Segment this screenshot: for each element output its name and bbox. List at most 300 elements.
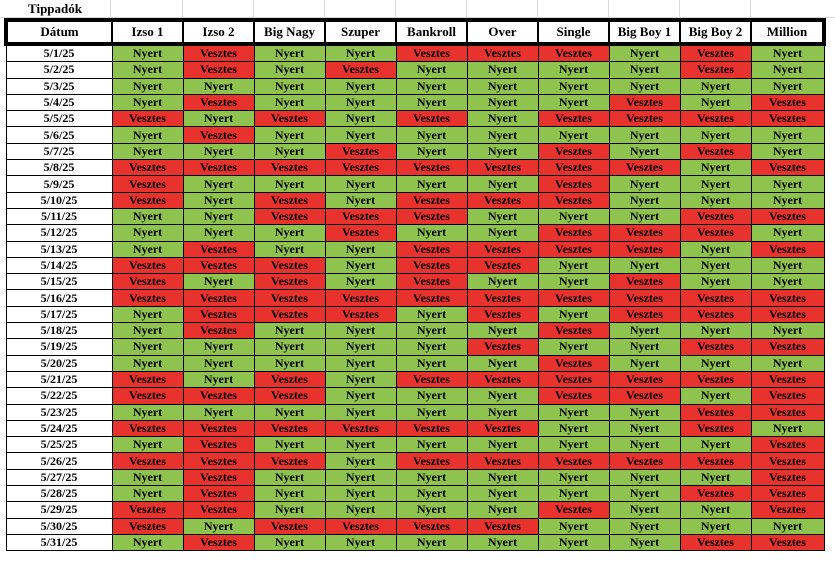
result-cell[interactable]: Nyert: [112, 94, 183, 110]
result-cell[interactable]: Vesztes: [467, 241, 538, 257]
result-cell[interactable]: Vesztes: [396, 111, 467, 127]
result-cell[interactable]: Nyert: [609, 127, 680, 143]
result-cell[interactable]: Nyert: [254, 225, 325, 241]
date-cell[interactable]: 5/13/25: [6, 241, 112, 257]
result-cell[interactable]: Vesztes: [538, 323, 609, 339]
result-cell[interactable]: Nyert: [254, 323, 325, 339]
date-cell[interactable]: 5/3/25: [6, 78, 112, 94]
result-cell[interactable]: Nyert: [467, 143, 538, 159]
result-cell[interactable]: Nyert: [396, 404, 467, 420]
result-cell[interactable]: Nyert: [538, 534, 609, 550]
result-cell[interactable]: Vesztes: [751, 371, 824, 387]
result-cell[interactable]: Vesztes: [254, 192, 325, 208]
result-cell[interactable]: Nyert: [680, 502, 751, 518]
result-cell[interactable]: Vesztes: [396, 44, 467, 62]
result-cell[interactable]: Vesztes: [609, 388, 680, 404]
result-cell[interactable]: Nyert: [680, 127, 751, 143]
result-cell[interactable]: Nyert: [467, 78, 538, 94]
result-cell[interactable]: Nyert: [325, 176, 396, 192]
result-cell[interactable]: Vesztes: [609, 225, 680, 241]
result-cell[interactable]: Vesztes: [751, 404, 824, 420]
result-cell[interactable]: Nyert: [254, 143, 325, 159]
result-cell[interactable]: Nyert: [254, 502, 325, 518]
result-cell[interactable]: Vesztes: [112, 453, 183, 469]
result-cell[interactable]: Nyert: [467, 274, 538, 290]
result-cell[interactable]: Vesztes: [467, 44, 538, 62]
result-cell[interactable]: Nyert: [183, 225, 254, 241]
result-cell[interactable]: Nyert: [396, 339, 467, 355]
result-cell[interactable]: Vesztes: [609, 160, 680, 176]
result-cell[interactable]: Nyert: [467, 208, 538, 224]
result-cell[interactable]: Nyert: [467, 225, 538, 241]
result-cell[interactable]: Vesztes: [396, 420, 467, 436]
result-cell[interactable]: Vesztes: [751, 241, 824, 257]
result-cell[interactable]: Vesztes: [112, 274, 183, 290]
date-cell[interactable]: 5/14/25: [6, 257, 112, 273]
result-cell[interactable]: Vesztes: [396, 160, 467, 176]
result-cell[interactable]: Nyert: [680, 176, 751, 192]
result-cell[interactable]: Vesztes: [254, 257, 325, 273]
result-cell[interactable]: Vesztes: [680, 143, 751, 159]
result-cell[interactable]: Vesztes: [183, 241, 254, 257]
result-cell[interactable]: Vesztes: [112, 388, 183, 404]
result-cell[interactable]: Nyert: [467, 534, 538, 550]
result-cell[interactable]: Vesztes: [112, 420, 183, 436]
result-cell[interactable]: Nyert: [254, 78, 325, 94]
result-cell[interactable]: Vesztes: [680, 404, 751, 420]
result-cell[interactable]: Vesztes: [467, 453, 538, 469]
result-cell[interactable]: Vesztes: [254, 290, 325, 306]
result-cell[interactable]: Nyert: [325, 339, 396, 355]
result-cell[interactable]: Nyert: [751, 257, 824, 273]
header-izso-2[interactable]: Izso 2: [183, 20, 254, 44]
result-cell[interactable]: Nyert: [751, 176, 824, 192]
result-cell[interactable]: Nyert: [254, 127, 325, 143]
result-cell[interactable]: Nyert: [467, 355, 538, 371]
result-cell[interactable]: Nyert: [325, 192, 396, 208]
result-cell[interactable]: Vesztes: [680, 111, 751, 127]
result-cell[interactable]: Nyert: [183, 355, 254, 371]
result-cell[interactable]: Nyert: [396, 388, 467, 404]
result-cell[interactable]: Vesztes: [254, 111, 325, 127]
result-cell[interactable]: Nyert: [680, 323, 751, 339]
header-szuper[interactable]: Szuper: [325, 20, 396, 44]
result-cell[interactable]: Vesztes: [112, 290, 183, 306]
result-cell[interactable]: Vesztes: [538, 111, 609, 127]
header-date[interactable]: Dátum: [6, 20, 112, 44]
result-cell[interactable]: Nyert: [609, 502, 680, 518]
result-cell[interactable]: Vesztes: [538, 160, 609, 176]
result-cell[interactable]: Vesztes: [396, 371, 467, 387]
result-cell[interactable]: Vesztes: [254, 388, 325, 404]
date-cell[interactable]: 5/19/25: [6, 339, 112, 355]
result-cell[interactable]: Vesztes: [751, 486, 824, 502]
result-cell[interactable]: Nyert: [609, 44, 680, 62]
result-cell[interactable]: Nyert: [751, 355, 824, 371]
result-cell[interactable]: Nyert: [325, 388, 396, 404]
result-cell[interactable]: Vesztes: [467, 518, 538, 534]
result-cell[interactable]: Nyert: [467, 111, 538, 127]
date-cell[interactable]: 5/1/25: [6, 44, 112, 62]
result-cell[interactable]: Nyert: [680, 355, 751, 371]
result-cell[interactable]: Nyert: [325, 355, 396, 371]
result-cell[interactable]: Vesztes: [112, 518, 183, 534]
result-cell[interactable]: Nyert: [112, 355, 183, 371]
result-cell[interactable]: Vesztes: [254, 453, 325, 469]
result-cell[interactable]: Vesztes: [751, 339, 824, 355]
result-cell[interactable]: Vesztes: [751, 160, 824, 176]
date-cell[interactable]: 5/5/25: [6, 111, 112, 127]
result-cell[interactable]: Vesztes: [183, 306, 254, 322]
date-cell[interactable]: 5/16/25: [6, 290, 112, 306]
result-cell[interactable]: Nyert: [467, 469, 538, 485]
result-cell[interactable]: Nyert: [183, 111, 254, 127]
result-cell[interactable]: Nyert: [396, 127, 467, 143]
result-cell[interactable]: Nyert: [609, 534, 680, 550]
result-cell[interactable]: Vesztes: [680, 453, 751, 469]
result-cell[interactable]: Vesztes: [609, 290, 680, 306]
header-big-boy-1[interactable]: Big Boy 1: [609, 20, 680, 44]
result-cell[interactable]: Nyert: [680, 241, 751, 257]
result-cell[interactable]: Vesztes: [680, 44, 751, 62]
result-cell[interactable]: Vesztes: [183, 388, 254, 404]
result-cell[interactable]: Nyert: [325, 453, 396, 469]
result-cell[interactable]: Vesztes: [751, 290, 824, 306]
result-cell[interactable]: Vesztes: [325, 62, 396, 78]
result-cell[interactable]: Nyert: [396, 306, 467, 322]
result-cell[interactable]: Nyert: [680, 94, 751, 110]
result-cell[interactable]: Nyert: [183, 274, 254, 290]
result-cell[interactable]: Nyert: [751, 274, 824, 290]
result-cell[interactable]: Nyert: [183, 208, 254, 224]
result-cell[interactable]: Vesztes: [396, 290, 467, 306]
result-cell[interactable]: Vesztes: [467, 339, 538, 355]
result-cell[interactable]: Nyert: [467, 502, 538, 518]
result-cell[interactable]: Nyert: [254, 404, 325, 420]
result-cell[interactable]: Nyert: [751, 323, 824, 339]
result-cell[interactable]: Nyert: [751, 420, 824, 436]
result-cell[interactable]: Vesztes: [680, 420, 751, 436]
result-cell[interactable]: Vesztes: [467, 420, 538, 436]
result-cell[interactable]: Vesztes: [183, 502, 254, 518]
result-cell[interactable]: Nyert: [751, 127, 824, 143]
result-cell[interactable]: Vesztes: [538, 44, 609, 62]
result-cell[interactable]: Nyert: [609, 208, 680, 224]
result-cell[interactable]: Nyert: [325, 44, 396, 62]
result-cell[interactable]: Nyert: [538, 469, 609, 485]
date-cell[interactable]: 5/28/25: [6, 486, 112, 502]
result-cell[interactable]: Vesztes: [680, 534, 751, 550]
result-cell[interactable]: Nyert: [396, 94, 467, 110]
result-cell[interactable]: Vesztes: [254, 420, 325, 436]
result-cell[interactable]: Vesztes: [183, 469, 254, 485]
date-cell[interactable]: 5/24/25: [6, 420, 112, 436]
result-cell[interactable]: Nyert: [325, 111, 396, 127]
date-cell[interactable]: 5/26/25: [6, 453, 112, 469]
result-cell[interactable]: Vesztes: [396, 241, 467, 257]
result-cell[interactable]: Nyert: [325, 371, 396, 387]
result-cell[interactable]: Vesztes: [183, 127, 254, 143]
result-cell[interactable]: Nyert: [183, 404, 254, 420]
result-cell[interactable]: Nyert: [467, 62, 538, 78]
result-cell[interactable]: Nyert: [538, 420, 609, 436]
result-cell[interactable]: Vesztes: [112, 176, 183, 192]
result-cell[interactable]: Nyert: [680, 192, 751, 208]
result-cell[interactable]: Vesztes: [325, 225, 396, 241]
result-cell[interactable]: Nyert: [538, 437, 609, 453]
result-cell[interactable]: Nyert: [325, 486, 396, 502]
result-cell[interactable]: Vesztes: [609, 306, 680, 322]
result-cell[interactable]: Nyert: [751, 44, 824, 62]
result-cell[interactable]: Nyert: [680, 257, 751, 273]
result-cell[interactable]: Vesztes: [325, 518, 396, 534]
result-cell[interactable]: Vesztes: [396, 518, 467, 534]
result-cell[interactable]: Nyert: [325, 323, 396, 339]
result-cell[interactable]: Nyert: [609, 486, 680, 502]
result-cell[interactable]: Vesztes: [325, 290, 396, 306]
result-cell[interactable]: Nyert: [396, 323, 467, 339]
result-cell[interactable]: Nyert: [325, 502, 396, 518]
result-cell[interactable]: Vesztes: [183, 257, 254, 273]
result-cell[interactable]: Nyert: [254, 534, 325, 550]
result-cell[interactable]: Nyert: [396, 176, 467, 192]
result-cell[interactable]: Nyert: [538, 274, 609, 290]
result-cell[interactable]: Nyert: [325, 437, 396, 453]
date-cell[interactable]: 5/7/25: [6, 143, 112, 159]
result-cell[interactable]: Vesztes: [680, 62, 751, 78]
date-cell[interactable]: 5/9/25: [6, 176, 112, 192]
result-cell[interactable]: Vesztes: [183, 420, 254, 436]
result-cell[interactable]: Nyert: [325, 257, 396, 273]
date-cell[interactable]: 5/17/25: [6, 306, 112, 322]
result-cell[interactable]: Vesztes: [254, 274, 325, 290]
result-cell[interactable]: Nyert: [183, 78, 254, 94]
result-cell[interactable]: Nyert: [680, 274, 751, 290]
result-cell[interactable]: Nyert: [254, 94, 325, 110]
result-cell[interactable]: Nyert: [112, 306, 183, 322]
result-cell[interactable]: Nyert: [609, 323, 680, 339]
header-big-boy-2[interactable]: Big Boy 2: [680, 20, 751, 44]
result-cell[interactable]: Nyert: [680, 518, 751, 534]
result-cell[interactable]: Vesztes: [396, 192, 467, 208]
date-cell[interactable]: 5/10/25: [6, 192, 112, 208]
result-cell[interactable]: Nyert: [183, 339, 254, 355]
result-cell[interactable]: Nyert: [680, 437, 751, 453]
date-cell[interactable]: 5/25/25: [6, 437, 112, 453]
result-cell[interactable]: Vesztes: [680, 371, 751, 387]
result-cell[interactable]: Nyert: [325, 78, 396, 94]
result-cell[interactable]: Nyert: [254, 486, 325, 502]
result-cell[interactable]: Nyert: [112, 534, 183, 550]
date-cell[interactable]: 5/29/25: [6, 502, 112, 518]
result-cell[interactable]: Vesztes: [183, 44, 254, 62]
result-cell[interactable]: Vesztes: [183, 534, 254, 550]
result-cell[interactable]: Vesztes: [396, 453, 467, 469]
result-cell[interactable]: Nyert: [396, 486, 467, 502]
result-cell[interactable]: Vesztes: [680, 486, 751, 502]
result-cell[interactable]: Nyert: [467, 127, 538, 143]
result-cell[interactable]: Vesztes: [609, 274, 680, 290]
result-cell[interactable]: Vesztes: [112, 160, 183, 176]
result-cell[interactable]: Nyert: [325, 94, 396, 110]
result-cell[interactable]: Vesztes: [751, 469, 824, 485]
result-cell[interactable]: Nyert: [751, 192, 824, 208]
result-cell[interactable]: Vesztes: [183, 453, 254, 469]
result-cell[interactable]: Nyert: [609, 518, 680, 534]
result-cell[interactable]: Vesztes: [609, 94, 680, 110]
result-cell[interactable]: Vesztes: [609, 241, 680, 257]
result-cell[interactable]: Vesztes: [680, 208, 751, 224]
result-cell[interactable]: Vesztes: [467, 160, 538, 176]
result-cell[interactable]: Nyert: [254, 44, 325, 62]
result-cell[interactable]: Vesztes: [325, 160, 396, 176]
result-cell[interactable]: Nyert: [325, 274, 396, 290]
result-cell[interactable]: Nyert: [254, 241, 325, 257]
result-cell[interactable]: Nyert: [254, 469, 325, 485]
result-cell[interactable]: Vesztes: [254, 518, 325, 534]
result-cell[interactable]: Vesztes: [751, 111, 824, 127]
result-cell[interactable]: Nyert: [467, 94, 538, 110]
result-cell[interactable]: Vesztes: [325, 420, 396, 436]
result-cell[interactable]: Nyert: [112, 143, 183, 159]
result-cell[interactable]: Vesztes: [254, 160, 325, 176]
result-cell[interactable]: Vesztes: [112, 192, 183, 208]
result-cell[interactable]: Nyert: [609, 257, 680, 273]
result-cell[interactable]: Nyert: [538, 257, 609, 273]
result-cell[interactable]: Nyert: [609, 469, 680, 485]
result-cell[interactable]: Vesztes: [183, 160, 254, 176]
result-cell[interactable]: Nyert: [112, 44, 183, 62]
result-cell[interactable]: Nyert: [396, 502, 467, 518]
result-cell[interactable]: Nyert: [112, 62, 183, 78]
result-cell[interactable]: Nyert: [396, 437, 467, 453]
result-cell[interactable]: Vesztes: [538, 355, 609, 371]
result-cell[interactable]: Vesztes: [467, 257, 538, 273]
date-cell[interactable]: 5/11/25: [6, 208, 112, 224]
date-cell[interactable]: 5/31/25: [6, 534, 112, 550]
result-cell[interactable]: Nyert: [609, 176, 680, 192]
result-cell[interactable]: Nyert: [680, 160, 751, 176]
result-cell[interactable]: Nyert: [467, 486, 538, 502]
result-cell[interactable]: Nyert: [538, 94, 609, 110]
result-cell[interactable]: Vesztes: [751, 453, 824, 469]
result-cell[interactable]: Vesztes: [538, 225, 609, 241]
result-cell[interactable]: Nyert: [254, 437, 325, 453]
result-cell[interactable]: Nyert: [112, 225, 183, 241]
result-cell[interactable]: Nyert: [254, 355, 325, 371]
result-cell[interactable]: Vesztes: [751, 534, 824, 550]
result-cell[interactable]: Vesztes: [538, 143, 609, 159]
result-cell[interactable]: Vesztes: [680, 225, 751, 241]
header-izso-1[interactable]: Izso 1: [112, 20, 183, 44]
result-cell[interactable]: Nyert: [538, 306, 609, 322]
result-cell[interactable]: Vesztes: [325, 306, 396, 322]
result-cell[interactable]: Nyert: [112, 469, 183, 485]
result-cell[interactable]: Nyert: [254, 62, 325, 78]
result-cell[interactable]: Vesztes: [325, 143, 396, 159]
date-cell[interactable]: 5/27/25: [6, 469, 112, 485]
result-cell[interactable]: Nyert: [396, 143, 467, 159]
result-cell[interactable]: Nyert: [467, 437, 538, 453]
result-cell[interactable]: Nyert: [609, 339, 680, 355]
result-cell[interactable]: Vesztes: [396, 257, 467, 273]
result-cell[interactable]: Vesztes: [609, 371, 680, 387]
result-cell[interactable]: Nyert: [183, 192, 254, 208]
result-cell[interactable]: Vesztes: [396, 274, 467, 290]
result-cell[interactable]: Nyert: [325, 241, 396, 257]
result-cell[interactable]: Vesztes: [751, 388, 824, 404]
result-cell[interactable]: Vesztes: [183, 486, 254, 502]
result-cell[interactable]: Nyert: [325, 469, 396, 485]
result-cell[interactable]: Nyert: [325, 404, 396, 420]
result-cell[interactable]: Vesztes: [183, 94, 254, 110]
result-cell[interactable]: Nyert: [467, 323, 538, 339]
result-cell[interactable]: Nyert: [538, 339, 609, 355]
header-big-nagy[interactable]: Big Nagy: [254, 20, 325, 44]
result-cell[interactable]: Nyert: [112, 127, 183, 143]
result-cell[interactable]: Nyert: [112, 78, 183, 94]
result-cell[interactable]: Vesztes: [751, 94, 824, 110]
result-cell[interactable]: Vesztes: [396, 208, 467, 224]
result-cell[interactable]: Nyert: [183, 143, 254, 159]
result-cell[interactable]: Vesztes: [538, 388, 609, 404]
header-over[interactable]: Over: [467, 20, 538, 44]
result-cell[interactable]: Vesztes: [254, 306, 325, 322]
date-cell[interactable]: 5/8/25: [6, 160, 112, 176]
result-cell[interactable]: Nyert: [396, 225, 467, 241]
result-cell[interactable]: Vesztes: [112, 502, 183, 518]
result-cell[interactable]: Vesztes: [751, 208, 824, 224]
sheet-title[interactable]: Tippadók: [28, 1, 82, 16]
result-cell[interactable]: Nyert: [538, 78, 609, 94]
result-cell[interactable]: Nyert: [325, 534, 396, 550]
result-cell[interactable]: Nyert: [112, 486, 183, 502]
result-cell[interactable]: Nyert: [112, 241, 183, 257]
header-million[interactable]: Million: [751, 20, 824, 44]
date-cell[interactable]: 5/23/25: [6, 404, 112, 420]
date-cell[interactable]: 5/12/25: [6, 225, 112, 241]
result-cell[interactable]: Vesztes: [183, 323, 254, 339]
result-cell[interactable]: Vesztes: [680, 339, 751, 355]
result-cell[interactable]: Vesztes: [183, 437, 254, 453]
date-cell[interactable]: 5/30/25: [6, 518, 112, 534]
result-cell[interactable]: Nyert: [112, 437, 183, 453]
result-cell[interactable]: Vesztes: [538, 176, 609, 192]
date-cell[interactable]: 5/20/25: [6, 355, 112, 371]
result-cell[interactable]: Nyert: [325, 127, 396, 143]
result-cell[interactable]: Vesztes: [609, 111, 680, 127]
result-cell[interactable]: Nyert: [254, 339, 325, 355]
result-cell[interactable]: Vesztes: [538, 241, 609, 257]
result-cell[interactable]: Nyert: [112, 323, 183, 339]
result-cell[interactable]: Vesztes: [467, 290, 538, 306]
result-cell[interactable]: Vesztes: [538, 192, 609, 208]
result-cell[interactable]: Nyert: [751, 62, 824, 78]
result-cell[interactable]: Nyert: [467, 388, 538, 404]
result-cell[interactable]: Vesztes: [680, 290, 751, 306]
result-cell[interactable]: Nyert: [609, 355, 680, 371]
result-cell[interactable]: Nyert: [609, 437, 680, 453]
result-cell[interactable]: Nyert: [183, 371, 254, 387]
result-cell[interactable]: Nyert: [467, 404, 538, 420]
date-cell[interactable]: 5/2/25: [6, 62, 112, 78]
result-cell[interactable]: Vesztes: [751, 306, 824, 322]
result-cell[interactable]: Vesztes: [751, 437, 824, 453]
result-cell[interactable]: Nyert: [183, 176, 254, 192]
result-cell[interactable]: Nyert: [609, 143, 680, 159]
result-cell[interactable]: Nyert: [538, 62, 609, 78]
date-cell[interactable]: 5/15/25: [6, 274, 112, 290]
